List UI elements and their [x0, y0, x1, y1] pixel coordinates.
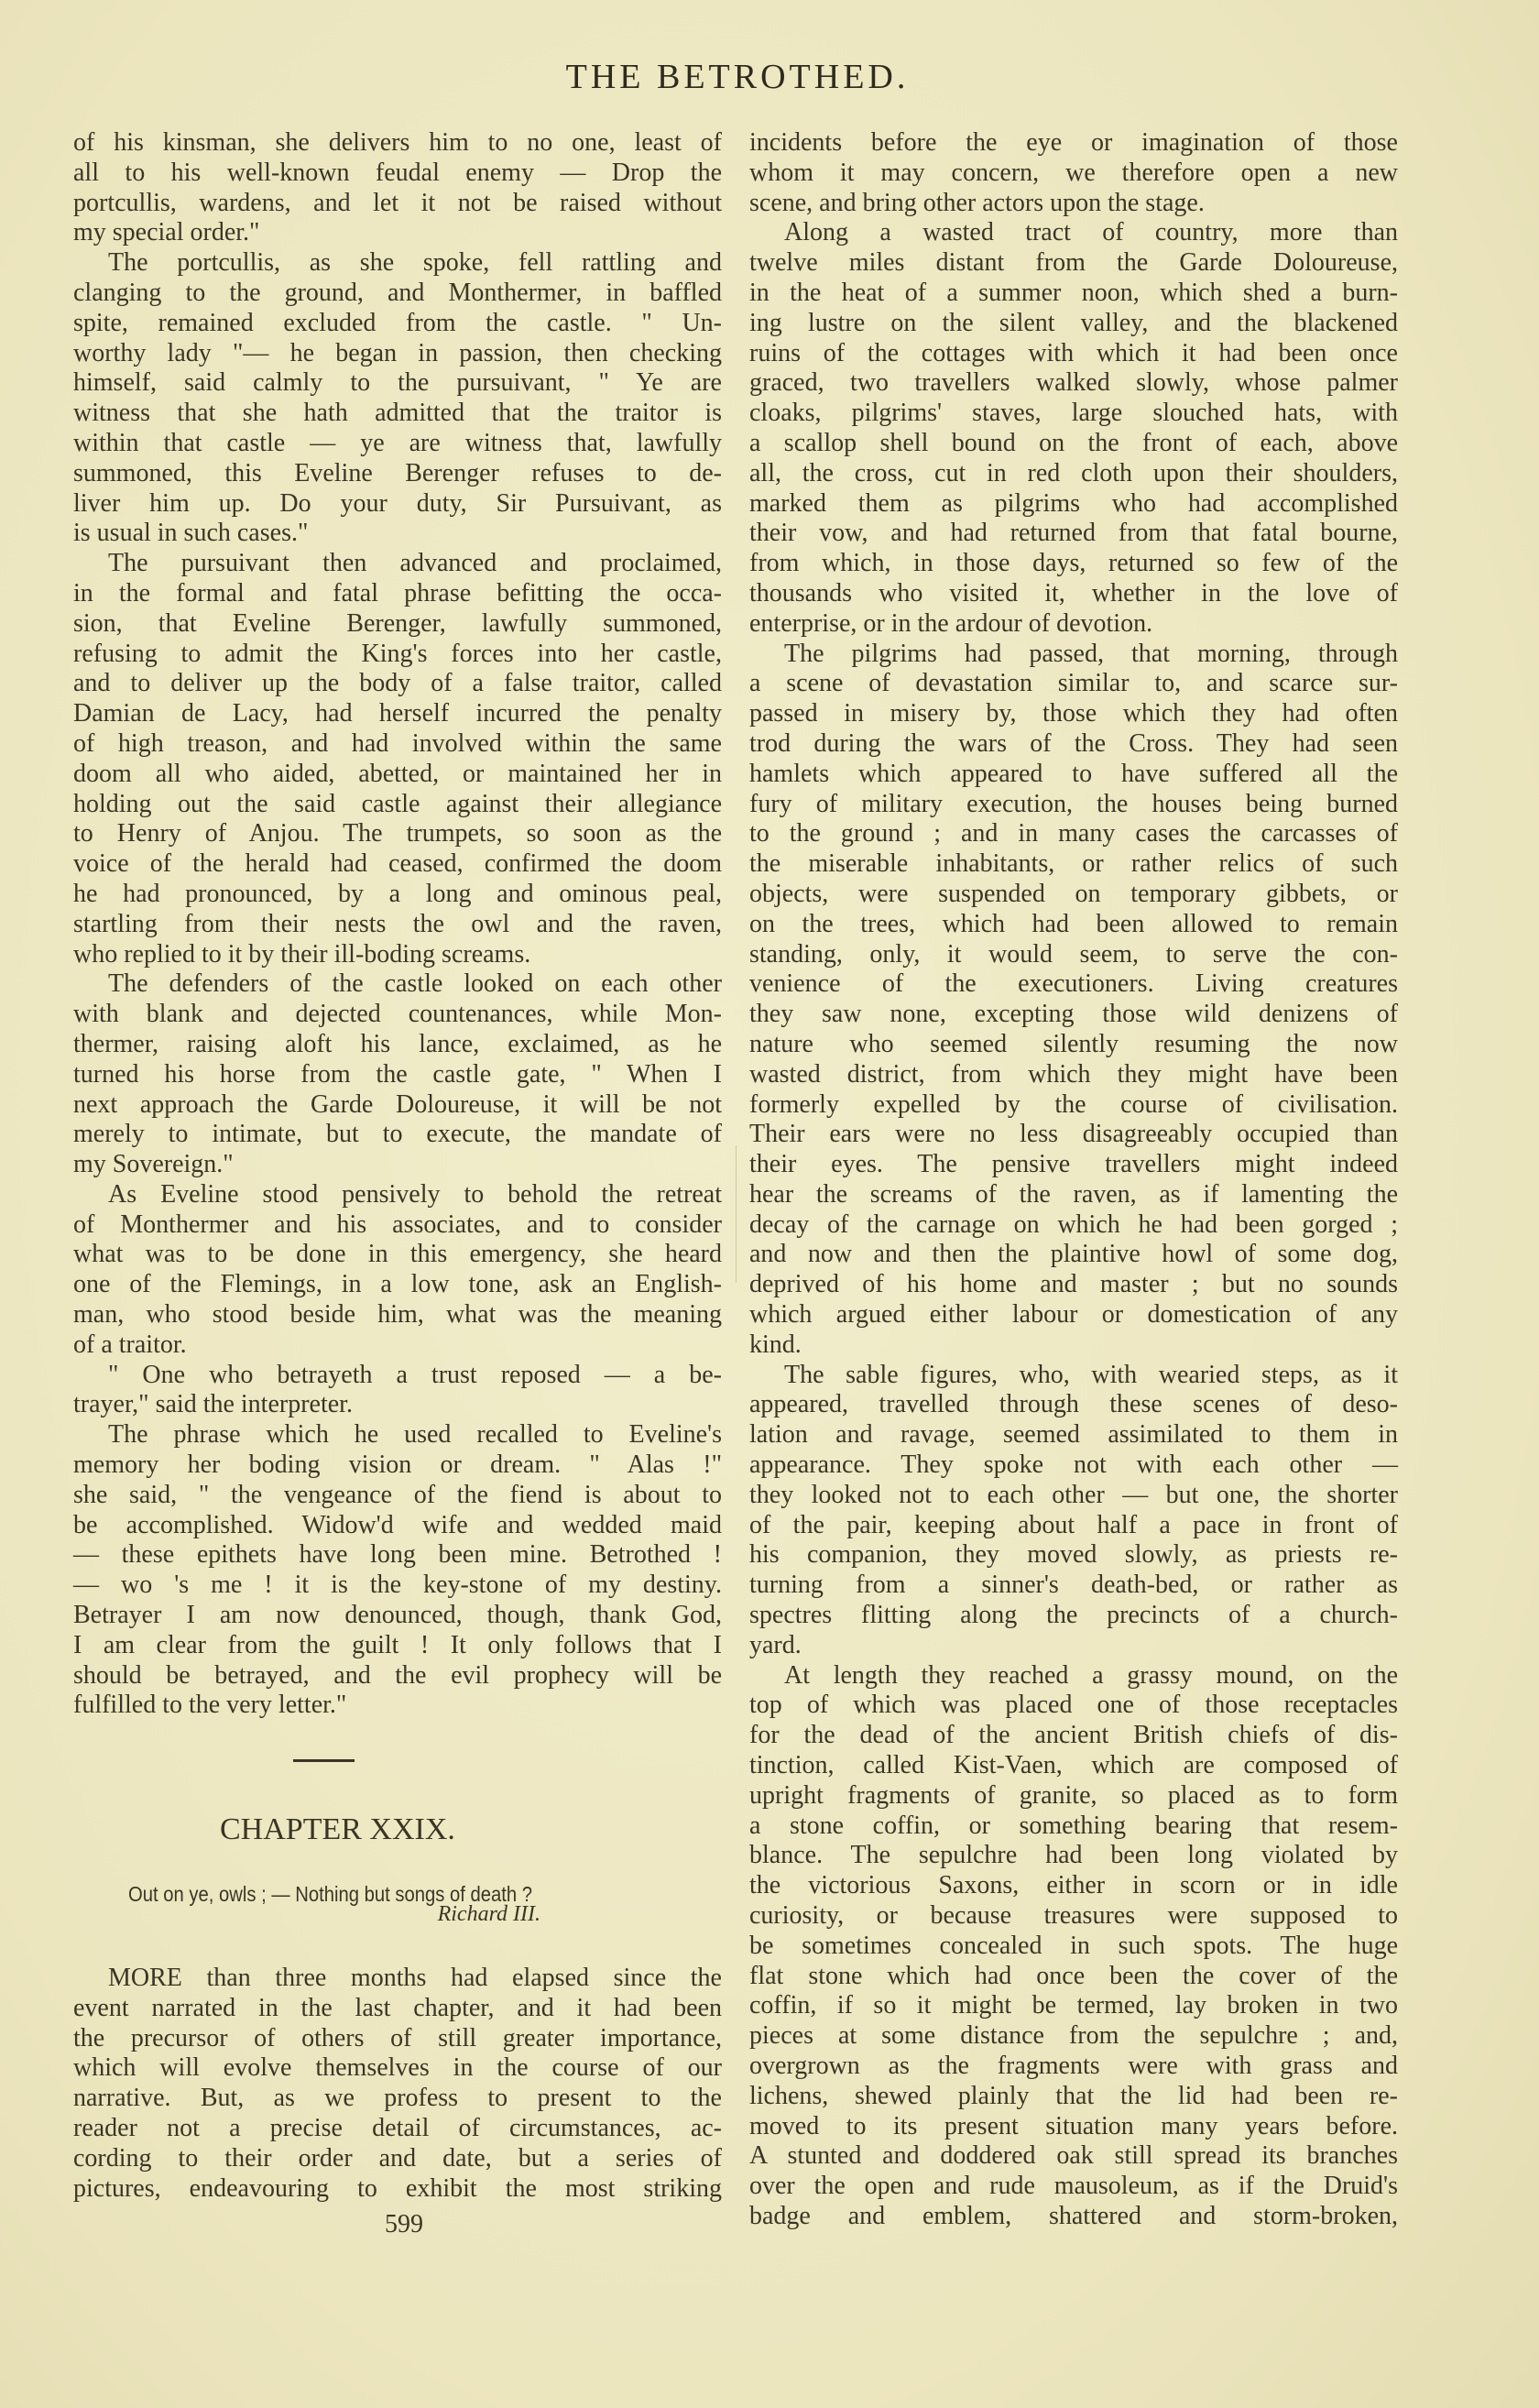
text-line: fury of military execution, the houses being burned — [749, 789, 1398, 818]
text-line: venience of the executioners. Living creatures — [749, 969, 1398, 999]
text-line: twelve miles distant from the Garde Doloureuse, — [749, 248, 1398, 278]
text-line: upright fragments of granite, so placed as to form — [749, 1780, 1398, 1810]
text-line: a scene of devastation similar to, and scarce sur- — [749, 669, 1398, 698]
text-line: their vow, and had returned from that fatal bourne, — [749, 519, 1398, 548]
text-line: to the ground ; and in many cases the carcasses of — [749, 819, 1398, 848]
text-line: himself, said calmly to the pursuivant, " Ye are — [73, 368, 722, 398]
text-line: scene, and bring other actors upon the stage. — [749, 188, 1205, 217]
text-line: Their ears were no less disagreeably occupied than — [749, 1120, 1398, 1149]
text-line: for the dead of the ancient British chiefs of dis- — [749, 1721, 1398, 1750]
text-line: appeared, travelled through these scenes of deso- — [749, 1390, 1398, 1419]
paragraph — [73, 1361, 722, 1421]
text-line: portcullis, wardens, and let it not be raised without — [73, 188, 722, 217]
text-line: their eyes. The pensive travellers might indeed — [749, 1150, 1398, 1179]
text-line: appearance. They spoke not with each other — — [749, 1450, 1398, 1480]
text-line: within that castle — ye are witness that, lawfully — [73, 428, 722, 457]
text-line: kind. — [749, 1330, 802, 1359]
text-line: At length they reached a grassy mound, on the — [784, 1660, 1398, 1690]
text-line: ing lustre on the silent valley, and the blackened — [749, 308, 1398, 337]
text-line: moved to its present situation many years before. — [749, 2111, 1398, 2140]
text-line: — these epithets have long been mine. Betrothed ! — [73, 1540, 722, 1570]
text-line: fulfilled to the very letter." — [73, 1691, 347, 1720]
text-line: objects, were suspended on temporary gibbets, or — [749, 879, 1398, 908]
paragraph — [73, 1420, 722, 1721]
paragraph — [73, 1964, 722, 2204]
text-line: of the pair, keeping about half a pace in front of — [749, 1510, 1398, 1539]
text-line: curiosity, or because treasures were supposed to — [749, 1901, 1398, 1931]
text-line: The portcullis, as she spoke, fell rattling and — [108, 248, 722, 278]
text-line: hear the screams of the raven, as if lamenting the — [749, 1179, 1398, 1209]
text-line: Betrayer I am now denounced, though, thank God, — [73, 1601, 722, 1630]
text-line: enterprise, or in the ardour of devotion. — [749, 608, 1153, 638]
text-line: one of the Flemings, in a low tone, ask an English- — [73, 1270, 722, 1299]
text-line: with blank and dejected countenances, while Mon- — [73, 1000, 722, 1029]
text-line: A stunted and doddered oak still spread its branches — [749, 2141, 1398, 2171]
text-line: in the formal and fatal phrase befitting the occa- — [73, 578, 722, 607]
text-line: doom all who aided, abetted, or maintained her in — [73, 759, 722, 788]
text-line: — wo 's me ! it is the key-stone of my destiny. — [73, 1571, 722, 1600]
text-line: badge and emblem, shattered and storm-broken, — [749, 2201, 1398, 2230]
text-line: turning from a sinner's death-bed, or rather as — [749, 1571, 1398, 1600]
paragraph — [749, 218, 1398, 639]
column-divider — [736, 1145, 737, 1283]
text-line: spectres flitting along the precincts of a church- — [749, 1601, 1398, 1630]
text-line: " One who betrayeth a trust reposed — a be- — [108, 1360, 722, 1389]
text-line: of a traitor. — [73, 1330, 187, 1359]
text-line: standing, only, it would seem, to serve the con- — [749, 939, 1398, 969]
text-line: holding out the said castle against their allegiance — [73, 789, 722, 818]
text-line: hamlets which appeared to have suffered all the — [749, 759, 1398, 788]
text-line: of high treason, and had involved within the same — [73, 728, 722, 758]
text-line: wasted district, from which they might have been — [749, 1059, 1398, 1089]
paragraph — [749, 128, 1398, 218]
paragraph — [749, 640, 1398, 1361]
text-line: blance. The sepulchre had been long violated by — [749, 1841, 1398, 1870]
text-line: nature who seemed silently resuming the now — [749, 1029, 1398, 1058]
text-line: man, who stood beside him, what was the meaning — [73, 1300, 722, 1330]
text-line: flat stone which had once been the cover of the — [749, 1961, 1398, 1990]
text-line: tinction, called Kist-Vaen, which are composed of — [749, 1751, 1398, 1780]
text-line: trod during the wars of the Cross. They had seen — [749, 728, 1398, 758]
text-line: lichens, shewed plainly that the lid had been re- — [749, 2081, 1398, 2110]
text-line: whom it may concern, we therefore open a new — [749, 158, 1398, 187]
chapter-body — [73, 1964, 722, 2204]
text-line: a scallop shell bound on the front of each, above — [749, 428, 1398, 457]
text-line: Along a wasted tract of country, more than — [784, 218, 1398, 247]
text-line: cloaks, pilgrims' staves, large slouched hats, with — [749, 399, 1398, 428]
text-line: to Henry of Anjou. The trumpets, so soon as the — [73, 819, 722, 848]
text-line: sion, that Eveline Berenger, lawfully summoned, — [73, 608, 722, 638]
text-line: marked them as pilgrims who had accomplished — [749, 488, 1398, 518]
text-line: merely to intimate, but to execute, the mandate of — [73, 1120, 722, 1149]
text-line: event narrated in the last chapter, and it had been — [73, 1993, 722, 2022]
text-line: The pilgrims had passed, that morning, through — [784, 639, 1398, 668]
chapter-title: CHAPTER XXIX. — [220, 1812, 455, 1846]
text-line: pieces at some distance from the sepulchre ; and, — [749, 2021, 1398, 2051]
text-line: The phrase which he used recalled to Eveline's — [108, 1420, 722, 1450]
text-line: yard. — [749, 1630, 802, 1659]
text-line: my special order." — [73, 218, 260, 247]
text-line: thermer, raising aloft his lance, exclaimed, as he — [73, 1029, 722, 1058]
text-line: witness that she hath admitted that the traitor is — [73, 399, 722, 428]
text-line: pictures, endeavouring to exhibit the most striking — [73, 2173, 722, 2203]
text-line: on the trees, which had been allowed to remain — [749, 909, 1398, 938]
text-line: my Sovereign." — [73, 1150, 234, 1179]
text-line: incidents before the eye or imagination of those — [749, 128, 1398, 157]
text-line: summoned, this Eveline Berenger refuses to de- — [73, 458, 722, 487]
text-line: clanging to the ground, and Monthermer, in baffled — [73, 278, 722, 307]
paragraph — [749, 1661, 1398, 2232]
text-line: should be betrayed, and the evil prophecy will be — [73, 1660, 722, 1690]
text-line: is usual in such cases." — [73, 519, 309, 548]
text-line: they saw none, excepting those wild denizens of — [749, 1000, 1398, 1029]
text-line: formerly expelled by the course of civilisation. — [749, 1089, 1398, 1119]
text-line: the precursor of others of still greater importance, — [73, 2023, 722, 2052]
paragraph — [73, 128, 722, 248]
text-line: The defenders of the castle looked on each other — [108, 969, 722, 999]
text-line: in the heat of a summer noon, which shed a burn- — [749, 278, 1398, 307]
text-line: trayer," said the interpreter. — [73, 1390, 353, 1419]
text-line: worthy lady "— he began in passion, then checking — [73, 338, 722, 367]
text-line: overgrown as the fragments were with grass and — [749, 2052, 1398, 2080]
text-line: next approach the Garde Doloureuse, it will be not — [73, 1089, 722, 1119]
paragraph — [749, 1361, 1398, 1661]
text-line: he had pronounced, by a long and ominous peal, — [73, 879, 722, 908]
text-line: As Eveline stood pensively to behold the retreat — [108, 1179, 722, 1209]
text-line: thousands who visited it, whether in the love of — [749, 578, 1398, 607]
text-line: memory her boding vision or dream. " Alas !" — [73, 1450, 722, 1480]
epigraph: Out on ye, owls ; — Nothing but songs of death ? — [128, 1882, 533, 1906]
text-line: cording to their order and date, but a series of — [73, 2143, 722, 2173]
text-line: top of which was placed one of those receptacles — [749, 1691, 1398, 1720]
text-line: all, the cross, cut in red cloth upon their shoulders, — [749, 458, 1398, 487]
text-line: the miserable inhabitants, or rather relics of such — [749, 849, 1398, 879]
epigraph-source: Richard III. — [437, 1902, 540, 1926]
text-line: which argued either labour or domestication of any — [749, 1300, 1398, 1330]
text-line: what was to be done in this emergency, she heard — [73, 1240, 722, 1269]
text-line: be accomplished. Widow'd wife and wedded maid — [73, 1510, 722, 1539]
left-column — [73, 128, 722, 1721]
paragraph — [73, 969, 722, 1180]
text-line: deprived of his home and master ; but no sounds — [749, 1270, 1398, 1299]
page-number: 599 — [385, 2210, 423, 2238]
text-line: passed in misery by, those which they had often — [749, 699, 1398, 728]
text-line: of his kinsman, she delivers him to no one, least of — [73, 128, 722, 157]
text-line: and to deliver up the body of a false traitor, called — [73, 669, 722, 698]
text-line: refusing to admit the King's forces into her castle, — [73, 639, 722, 668]
text-line: liver him up. Do your duty, Sir Pursuivant, as — [73, 488, 722, 518]
text-line: from which, in those days, returned so few of the — [749, 549, 1398, 578]
right-column — [749, 128, 1398, 2232]
section-rule — [293, 1759, 355, 1762]
text-line: turned his horse from the castle gate, " When I — [73, 1059, 722, 1089]
paragraph — [73, 248, 722, 549]
text-line: spite, remained excluded from the castle. " Un- — [73, 308, 722, 337]
text-line: be sometimes concealed in such spots. The huge — [749, 1931, 1398, 1960]
text-line: the victorious Saxons, either in scorn or in idle — [749, 1871, 1398, 1900]
paragraph — [73, 549, 722, 969]
text-line: a stone coffin, or something bearing that resem- — [749, 1811, 1398, 1840]
text-line: of Monthermer and his associates, and to consider — [73, 1209, 722, 1239]
text-line: ruins of the cottages with which it had been once — [749, 338, 1398, 367]
text-line: lation and ravage, seemed assimilated to them in — [749, 1420, 1398, 1450]
text-line: startling from their nests the owl and the raven, — [73, 909, 722, 938]
text-line: voice of the herald had ceased, confirmed the doom — [73, 849, 722, 879]
text-line: reader not a precise detail of circumstances, ac- — [73, 2113, 722, 2142]
text-line: she said, " the vengeance of the fiend is about to — [73, 1480, 722, 1509]
text-line: narrative. But, as we profess to present to the — [73, 2084, 722, 2113]
text-line: all to his well-known feudal enemy — Drop the — [73, 158, 722, 187]
text-line: MORE than three months had elapsed since the — [108, 1964, 722, 1992]
text-line: decay of the carnage on which he had been gorged ; — [749, 1209, 1398, 1239]
text-line: who replied to it by their ill-boding screams. — [73, 939, 531, 969]
text-line: his companion, they moved slowly, as priests re- — [749, 1540, 1398, 1570]
text-line: over the open and rude mausoleum, as if the Druid's — [749, 2172, 1398, 2201]
text-line: I am clear from the guilt ! It only follows that I — [73, 1630, 722, 1659]
text-line: which will evolve themselves in the course of our — [73, 2053, 722, 2083]
text-line: they looked not to each other — but one, the shorter — [749, 1480, 1398, 1509]
text-line: The sable figures, who, with wearied steps, as it — [784, 1360, 1398, 1389]
text-line: The pursuivant then advanced and proclaimed, — [108, 549, 722, 578]
paragraph — [73, 1180, 722, 1361]
text-line: Damian de Lacy, had herself incurred the penalty — [73, 699, 722, 728]
running-head: THE BETROTHED. — [565, 58, 910, 96]
text-line: graced, two travellers walked slowly, whose palmer — [749, 368, 1398, 398]
text-line: and now and then the plaintive howl of some dog, — [749, 1240, 1398, 1269]
text-line: coffin, if so it might be termed, lay broken in two — [749, 1991, 1398, 2020]
